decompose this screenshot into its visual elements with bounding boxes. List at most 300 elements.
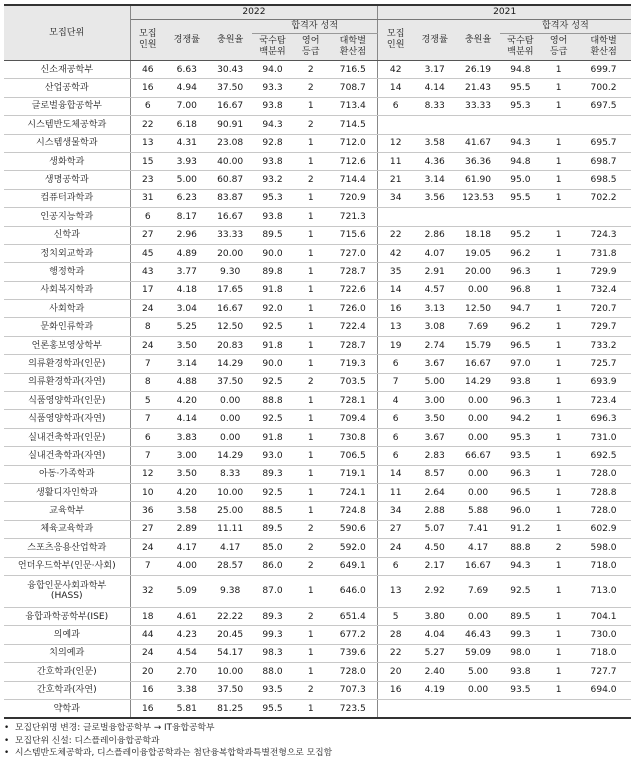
cell-y21: 5.00 — [456, 663, 499, 681]
cell-y22: 724.8 — [328, 502, 378, 520]
cell-y21: 14.29 — [456, 373, 499, 391]
cell-y21: 3.00 — [413, 392, 456, 410]
cell-y22: 2 — [293, 79, 328, 97]
cell-y22: 16.67 — [208, 97, 251, 115]
cell-y21: 94.7 — [500, 300, 541, 318]
cell-y21 — [576, 699, 631, 718]
cell-y21: 14 — [378, 281, 413, 299]
cell-y22: 719.3 — [328, 355, 378, 373]
cell-y22: 95.5 — [252, 699, 293, 718]
cell-y21: 93.8 — [500, 373, 541, 391]
cell-y21: 1 — [541, 355, 576, 373]
cell-y21 — [576, 116, 631, 134]
cell-y21: 6 — [378, 428, 413, 446]
table-row — [4, 171, 631, 189]
note-text: 시스템반도체공학과, 디스플레이융합공학과는 첨단융복합학과특별전형으로 모집함 — [15, 748, 333, 759]
cell-y21: 6 — [378, 355, 413, 373]
cell-y22: 2.96 — [165, 226, 208, 244]
table-row — [4, 575, 631, 607]
cell-y21: 1 — [541, 152, 576, 170]
cell-y22: 3.04 — [165, 300, 208, 318]
note-item — [4, 735, 631, 748]
cell-y22: 23 — [130, 171, 165, 189]
col-header: 모집 인원 — [130, 20, 165, 61]
cell-y22: 7 — [130, 557, 165, 575]
cell-y22: 590.6 — [328, 520, 378, 538]
cell-y21: 6 — [378, 447, 413, 465]
cell-y21: 95.0 — [500, 171, 541, 189]
cell-y22: 0.00 — [208, 392, 251, 410]
cell-y22: 99.3 — [252, 626, 293, 644]
cell-y22: 8.17 — [165, 208, 208, 226]
cell-y21: 702.2 — [576, 189, 631, 207]
table-row — [4, 79, 631, 97]
cell-y21: 1 — [541, 681, 576, 699]
cell-y21: 695.7 — [576, 134, 631, 152]
cell-y22: 60.87 — [208, 171, 251, 189]
cell-y21: 1 — [541, 607, 576, 625]
dept-name-cell: 신학과 — [4, 226, 130, 244]
cell-y22: 4.17 — [208, 539, 251, 557]
table-row — [4, 410, 631, 428]
cell-y22: 2 — [293, 373, 328, 391]
cell-y22: 90.0 — [252, 355, 293, 373]
cell-y22: 30.43 — [208, 61, 251, 79]
cell-y21: 19.05 — [456, 244, 499, 262]
cell-y22: 708.7 — [328, 79, 378, 97]
note-item — [4, 722, 631, 735]
cell-y22: 1 — [293, 699, 328, 718]
dept-name-cell: 약학과 — [4, 699, 130, 718]
table-row — [4, 244, 631, 262]
cell-y22: 7 — [130, 447, 165, 465]
cell-y21: 700.2 — [576, 79, 631, 97]
cell-y21: 1 — [541, 392, 576, 410]
cell-y22: 2 — [293, 539, 328, 557]
cell-y21: 91.2 — [500, 520, 541, 538]
cell-y21: 1 — [541, 318, 576, 336]
dept-name-cell: 행정학과 — [4, 263, 130, 281]
bullet-icon: • — [4, 748, 10, 759]
cell-y21: 723.4 — [576, 392, 631, 410]
cell-y22: 83.87 — [208, 189, 251, 207]
cell-y22: 92.5 — [252, 410, 293, 428]
cell-y21: 8.33 — [413, 97, 456, 115]
cell-y22: 6 — [130, 428, 165, 446]
dept-name-cell: 실내건축학과(인문) — [4, 428, 130, 446]
cell-y21: 42 — [378, 244, 413, 262]
cell-y21 — [456, 699, 499, 718]
cell-y21: 97.0 — [500, 355, 541, 373]
cell-y22: 1 — [293, 428, 328, 446]
cell-y21: 732.4 — [576, 281, 631, 299]
cell-y22: 5.09 — [165, 575, 208, 607]
cell-y22: 709.4 — [328, 410, 378, 428]
cell-y21: 1 — [541, 336, 576, 354]
dept-name-cell: 생화학과 — [4, 152, 130, 170]
cell-y22: 1 — [293, 644, 328, 662]
cell-y21: 94.2 — [500, 410, 541, 428]
cell-y22: 16.67 — [208, 208, 251, 226]
cell-y22: 8 — [130, 318, 165, 336]
cell-y21: 95.3 — [500, 97, 541, 115]
table-row — [4, 626, 631, 644]
cell-y21: 2.17 — [413, 557, 456, 575]
cell-y22: 93.0 — [252, 447, 293, 465]
cell-y22: 703.5 — [328, 373, 378, 391]
cell-y22: 94.3 — [252, 116, 293, 134]
cell-y21: 0.00 — [456, 428, 499, 446]
cell-y21: 1 — [541, 373, 576, 391]
cell-y21: 1 — [541, 520, 576, 538]
cell-y22: 2 — [293, 61, 328, 79]
cell-y22: 4.54 — [165, 644, 208, 662]
cell-y22: 592.0 — [328, 539, 378, 557]
year-2022-header: 2022 — [130, 5, 378, 20]
cell-y21: 1 — [541, 663, 576, 681]
cell-y22: 4.88 — [165, 373, 208, 391]
cell-y21: 724.3 — [576, 226, 631, 244]
cell-y22: 649.1 — [328, 557, 378, 575]
cell-y22: 85.0 — [252, 539, 293, 557]
cell-y21: 1 — [541, 97, 576, 115]
cell-y21: 95.3 — [500, 428, 541, 446]
cell-y21: 94.3 — [500, 134, 541, 152]
cell-y22: 88.5 — [252, 502, 293, 520]
cell-y22: 15 — [130, 152, 165, 170]
cell-y21: 2 — [541, 539, 576, 557]
dept-name-cell: 사회학과 — [4, 300, 130, 318]
cell-y22: 89.3 — [252, 465, 293, 483]
cell-y22: 1 — [293, 355, 328, 373]
table-row — [4, 134, 631, 152]
cell-y21: 66.67 — [456, 447, 499, 465]
col-header: 대학별 환산점 — [576, 34, 631, 61]
cell-y22: 32 — [130, 575, 165, 607]
cell-y21 — [500, 208, 541, 226]
dept-name-cell: 식품영양학과(인문) — [4, 392, 130, 410]
table-row — [4, 263, 631, 281]
note-text: 모집단위 신설: 디스플레이융합공학과 — [15, 735, 160, 746]
cell-y22: 0.00 — [208, 410, 251, 428]
cell-y22: 25.00 — [208, 502, 251, 520]
table-row — [4, 447, 631, 465]
cell-y21: 1 — [541, 134, 576, 152]
cell-y22: 54.17 — [208, 644, 251, 662]
dept-name-cell: 교육학부 — [4, 502, 130, 520]
cell-y22: 714.5 — [328, 116, 378, 134]
cell-y21: 3.80 — [413, 607, 456, 625]
cell-y21: 61.90 — [456, 171, 499, 189]
cell-y21: 2.64 — [413, 483, 456, 501]
cell-y22: 1 — [293, 226, 328, 244]
cell-y22: 4.89 — [165, 244, 208, 262]
dept-name-cell: 체육교육학과 — [4, 520, 130, 538]
cell-y22: 7 — [130, 355, 165, 373]
cell-y21: 11 — [378, 483, 413, 501]
col-header: 충원율 — [456, 20, 499, 61]
dept-name-cell: 인공지능학과 — [4, 208, 130, 226]
cell-y22: 677.2 — [328, 626, 378, 644]
cell-y22: 724.1 — [328, 483, 378, 501]
cell-y22: 706.5 — [328, 447, 378, 465]
table-row — [4, 189, 631, 207]
cell-y22: 2 — [293, 607, 328, 625]
cell-y21: 42 — [378, 61, 413, 79]
cell-y21: 4.04 — [413, 626, 456, 644]
bullet-icon: • — [4, 723, 10, 734]
cell-y22: 2 — [293, 171, 328, 189]
cell-y21: 0.00 — [456, 465, 499, 483]
cell-y21: 3.67 — [413, 428, 456, 446]
cell-y21 — [541, 116, 576, 134]
cell-y21: 26.19 — [456, 61, 499, 79]
cell-y22: 712.6 — [328, 152, 378, 170]
cell-y22: 9.30 — [208, 263, 251, 281]
cell-y22: 10.00 — [208, 483, 251, 501]
cell-y22: 87.0 — [252, 575, 293, 607]
table-body — [4, 61, 631, 719]
note-text: 모집단위명 변경: 글로벌융합공학부 → IT융합공학부 — [15, 723, 215, 734]
cell-y21: 13 — [378, 318, 413, 336]
dept-name-cell: 의예과 — [4, 626, 130, 644]
cell-y22: 739.6 — [328, 644, 378, 662]
cell-y22: 92.5 — [252, 483, 293, 501]
cell-y22: 93.5 — [252, 681, 293, 699]
cell-y22: 7 — [130, 410, 165, 428]
cell-y21: 18.18 — [456, 226, 499, 244]
cell-y21: 15.79 — [456, 336, 499, 354]
cell-y22: 3.77 — [165, 263, 208, 281]
cell-y21: 22 — [378, 644, 413, 662]
cell-y22: 1 — [293, 134, 328, 152]
cell-y22: 1 — [293, 626, 328, 644]
cell-y21: 731.8 — [576, 244, 631, 262]
table-row — [4, 428, 631, 446]
col-header: 경쟁률 — [413, 20, 456, 61]
dept-name-cell: 스포츠응용산업학과 — [4, 539, 130, 557]
cell-y21: 2.88 — [413, 502, 456, 520]
cell-y22: 4.20 — [165, 392, 208, 410]
dept-name-cell: 언더우드학부(인문·사회) — [4, 557, 130, 575]
cell-y22: 1 — [293, 663, 328, 681]
cell-y21: 1 — [541, 61, 576, 79]
cell-y21: 94.3 — [500, 557, 541, 575]
cell-y22: 13 — [130, 134, 165, 152]
cell-y21: 0.00 — [456, 483, 499, 501]
table-row — [4, 663, 631, 681]
table-row — [4, 281, 631, 299]
cell-y21: 95.5 — [500, 79, 541, 97]
cell-y21: 1 — [541, 502, 576, 520]
cell-y22: 1 — [293, 318, 328, 336]
dept-name-cell: 문화인류학과 — [4, 318, 130, 336]
cell-y22: 6.18 — [165, 116, 208, 134]
cell-y21: 96.5 — [500, 483, 541, 501]
admission-results — [4, 4, 631, 760]
cell-y22: 12.50 — [208, 318, 251, 336]
cell-y21: 0.00 — [456, 607, 499, 625]
cell-y21: 16.67 — [456, 557, 499, 575]
cell-y21: 34 — [378, 189, 413, 207]
dept-name-cell: 정치외교학과 — [4, 244, 130, 262]
cell-y22: 10 — [130, 483, 165, 501]
cell-y22: 88.8 — [252, 392, 293, 410]
table-row — [4, 208, 631, 226]
cell-y21 — [378, 699, 413, 718]
cell-y21: 4.57 — [413, 281, 456, 299]
cell-y22: 92.5 — [252, 318, 293, 336]
cell-y22: 4.94 — [165, 79, 208, 97]
cell-y22: 98.3 — [252, 644, 293, 662]
cell-y21: 2.83 — [413, 447, 456, 465]
dept-name-cell: 시스템반도체공학과 — [4, 116, 130, 134]
cell-y22: 651.4 — [328, 607, 378, 625]
cell-y22: 646.0 — [328, 575, 378, 607]
cell-y21: 4 — [378, 392, 413, 410]
table-row — [4, 355, 631, 373]
cell-y21: 602.9 — [576, 520, 631, 538]
cell-y22: 2 — [293, 557, 328, 575]
cell-y21: 7.69 — [456, 575, 499, 607]
table-row — [4, 465, 631, 483]
cell-y21: 3.58 — [413, 134, 456, 152]
cell-y21: 1 — [541, 626, 576, 644]
cell-y21: 14 — [378, 79, 413, 97]
cell-y21: 2.92 — [413, 575, 456, 607]
cell-y21: 718.0 — [576, 557, 631, 575]
table-row — [4, 97, 631, 115]
cell-y21: 21 — [378, 171, 413, 189]
cell-y22: 81.25 — [208, 699, 251, 718]
cell-y22: 715.6 — [328, 226, 378, 244]
cell-y22: 92.8 — [252, 134, 293, 152]
cell-y21: 2.40 — [413, 663, 456, 681]
cell-y21: 1 — [541, 483, 576, 501]
dept-name-cell: 컴퓨터과학과 — [4, 189, 130, 207]
cell-y22: 4.23 — [165, 626, 208, 644]
cell-y22: 89.8 — [252, 263, 293, 281]
cell-y22: 1 — [293, 281, 328, 299]
cell-y21: 36.36 — [456, 152, 499, 170]
cell-y21: 713.0 — [576, 575, 631, 607]
cell-y21 — [378, 208, 413, 226]
cell-y21: 6 — [378, 97, 413, 115]
cell-y22: 18 — [130, 607, 165, 625]
cell-y22: 37.50 — [208, 79, 251, 97]
cell-y22: 10.00 — [208, 663, 251, 681]
cell-y21: 99.3 — [500, 626, 541, 644]
table-row — [4, 300, 631, 318]
cell-y21: 92.5 — [500, 575, 541, 607]
group-header: 합격자 성적 — [500, 20, 631, 34]
cell-y22: 707.3 — [328, 681, 378, 699]
cell-y22: 28.57 — [208, 557, 251, 575]
dept-name-cell: 아동·가족학과 — [4, 465, 130, 483]
table-row — [4, 607, 631, 625]
cell-y22: 722.4 — [328, 318, 378, 336]
cell-y21: 1 — [541, 410, 576, 428]
cell-y22: 1 — [293, 152, 328, 170]
cell-y21: 1 — [541, 244, 576, 262]
col-header: 대학별 환산점 — [328, 34, 378, 61]
cell-y21: 33.33 — [456, 97, 499, 115]
cell-y21: 1 — [541, 281, 576, 299]
cell-y22: 5.00 — [165, 171, 208, 189]
cell-y22: 16 — [130, 79, 165, 97]
cell-y22: 1 — [293, 575, 328, 607]
cell-y21: 696.3 — [576, 410, 631, 428]
cell-y21: 96.2 — [500, 244, 541, 262]
cell-y21: 7.69 — [456, 318, 499, 336]
cell-y21: 728.8 — [576, 483, 631, 501]
cell-y21: 96.0 — [500, 502, 541, 520]
cell-y21: 0.00 — [456, 281, 499, 299]
table-row — [4, 392, 631, 410]
cell-y22: 3.50 — [165, 336, 208, 354]
cell-y21: 22 — [378, 226, 413, 244]
cell-y21: 731.0 — [576, 428, 631, 446]
cell-y21: 21.43 — [456, 79, 499, 97]
cell-y21: 730.0 — [576, 626, 631, 644]
cell-y22: 1 — [293, 263, 328, 281]
cell-y21: 3.13 — [413, 300, 456, 318]
cell-y22: 31 — [130, 189, 165, 207]
cell-y22: 3.50 — [165, 465, 208, 483]
cell-y21 — [413, 116, 456, 134]
cell-y21: 694.0 — [576, 681, 631, 699]
cell-y21 — [541, 208, 576, 226]
cell-y22: 16.67 — [208, 300, 251, 318]
cell-y22: 5.81 — [165, 699, 208, 718]
cell-y22: 720.9 — [328, 189, 378, 207]
year-2021-header: 2021 — [378, 5, 631, 20]
table-row — [4, 152, 631, 170]
dept-name-cell: 식품영양학과(자연) — [4, 410, 130, 428]
dept-name-cell: 생활디자인학과 — [4, 483, 130, 501]
cell-y22: 3.58 — [165, 502, 208, 520]
cell-y21: 4.19 — [413, 681, 456, 699]
cell-y22: 37.50 — [208, 373, 251, 391]
cell-y21 — [456, 208, 499, 226]
cell-y22: 728.0 — [328, 663, 378, 681]
cell-y22: 6 — [130, 208, 165, 226]
cell-y21: 88.8 — [500, 539, 541, 557]
cell-y22: 89.5 — [252, 226, 293, 244]
cell-y21: 34 — [378, 502, 413, 520]
cell-y22: 11.11 — [208, 520, 251, 538]
cell-y22: 20 — [130, 663, 165, 681]
cell-y22: 4.14 — [165, 410, 208, 428]
dept-name-cell: 언론홍보영상학부 — [4, 336, 130, 354]
table-row — [4, 483, 631, 501]
cell-y21: 698.7 — [576, 152, 631, 170]
cell-y22: 5.25 — [165, 318, 208, 336]
cell-y22: 43 — [130, 263, 165, 281]
cell-y22: 93.8 — [252, 152, 293, 170]
cell-y22: 24 — [130, 539, 165, 557]
cell-y22: 93.3 — [252, 79, 293, 97]
cell-y22: 1 — [293, 208, 328, 226]
cell-y21: 0.00 — [456, 392, 499, 410]
cell-y21: 96.2 — [500, 318, 541, 336]
cell-y21 — [500, 699, 541, 718]
dept-name-cell: 융합과학공학부(ISE) — [4, 607, 130, 625]
cell-y22: 94.0 — [252, 61, 293, 79]
cell-y21: 692.5 — [576, 447, 631, 465]
cell-y21: 718.0 — [576, 644, 631, 662]
notes — [4, 722, 631, 760]
